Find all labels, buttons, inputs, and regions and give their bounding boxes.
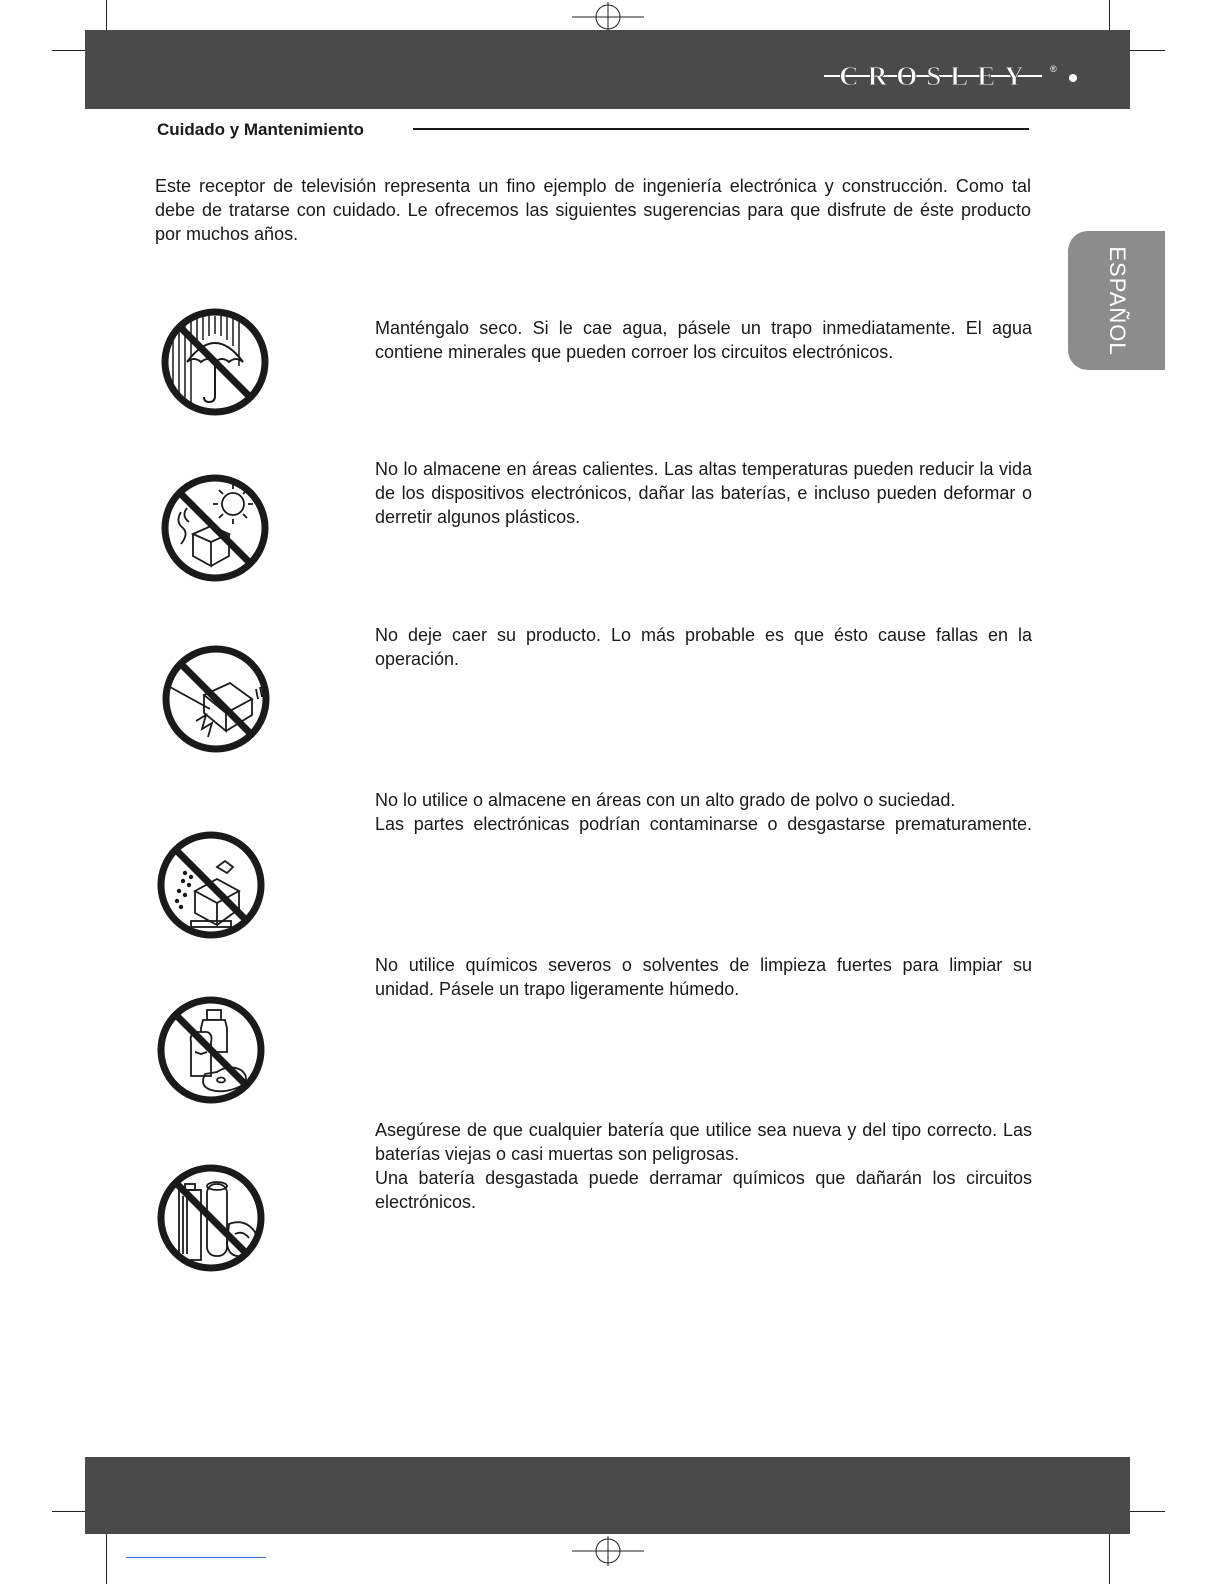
- no-old-batteries-icon: [155, 1162, 267, 1274]
- brand-name: CROSLEY: [839, 61, 1033, 91]
- crop-mark: [1109, 1534, 1110, 1584]
- no-water-umbrella-icon: [159, 306, 271, 418]
- registered-mark: ®: [1050, 64, 1057, 74]
- crop-mark: [106, 0, 107, 30]
- item-text: No lo utilice o almacene en áreas con un alto grado de polvo o suciedad. Las partes electrónicas podrían contaminarse o desgastarse prematuramente.: [375, 790, 1032, 834]
- crop-mark: [52, 1511, 85, 1512]
- item-text: No deje caer su producto. Lo más probable es que ésto cause fallas en la operación.: [375, 625, 1032, 669]
- no-dust-icon: [155, 829, 267, 941]
- crop-mark: [1109, 0, 1110, 30]
- crop-mark: [1130, 1511, 1165, 1512]
- crop-mark: [52, 50, 85, 51]
- section-title: Cuidado y Mantenimiento: [157, 120, 364, 139]
- footer-bar: [85, 1457, 1130, 1534]
- language-tab-label: ESPAÑOL: [1104, 245, 1130, 356]
- no-chemicals-icon: [155, 994, 267, 1106]
- item-text: No lo almacene en áreas calientes. Las altas temperaturas pueden reducir la vida de los dispositivos electrónicos, dañar las baterías, e incluso pueden deformar o derretir algunos plásticos.: [375, 459, 1032, 527]
- crop-mark: [106, 1534, 107, 1584]
- item-text: Manténgalo seco. Si le cae agua, pásele un trapo inmediatamente. El agua contiene minerales que pueden corroer los circuitos electrónicos.: [375, 318, 1032, 362]
- brand-logo: [824, 58, 1084, 94]
- item-text: No utilice químicos severos o solventes de limpieza fuertes para limpiar su unidad. Pásele un trapo ligeramente húmedo.: [375, 955, 1032, 999]
- crop-mark: [1130, 50, 1165, 51]
- registration-mark-icon: [572, 2, 644, 32]
- registration-mark-icon: [572, 1536, 644, 1566]
- underline-link: [126, 1557, 266, 1558]
- intro-paragraph: Este receptor de televisión representa un fino ejemplo de ingeniería electrónica y construcción. Como tal debe de tratarse con cuidado. Le ofrecemos las siguientes sugerencias para que disfrute de éste producto por muchos años.: [155, 176, 1031, 244]
- bullet-icon: [1069, 74, 1077, 82]
- no-heat-sun-icon: [159, 472, 271, 584]
- item-text: Asegúrese de que cualquier batería que utilice sea nueva y del tipo correcto. Las baterías viejas o casi muertas son peligrosas. Una batería desgastada puede derramar químicos que dañarán los circuitos electrónicos.: [375, 1120, 1032, 1212]
- language-tab: [1068, 231, 1165, 370]
- no-drop-icon: [160, 643, 272, 755]
- title-rule: [413, 128, 1029, 130]
